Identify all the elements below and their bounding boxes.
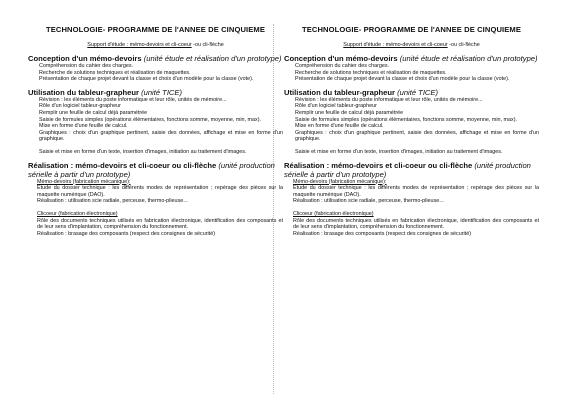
section-tableur — [28, 88, 283, 156]
heading-text: Réalisation : mémo-devoirs et cli-coeur ou cli-flèche — [284, 160, 473, 170]
section-line: Saisie de formules simples (opérations élémentaires, fonctions somme, moyenne, min, max). — [295, 116, 518, 123]
section-line: Étude du dossier technique : les différents modes de représentation ; repérage des pièces sur la maquette numérique (DAO). — [293, 185, 539, 198]
section-realisation — [28, 161, 283, 238]
section-tableur — [284, 88, 539, 156]
section-line: Réalisation : utilisation scie radiale, perceuse, thermo-plieuse... — [37, 198, 188, 205]
section-line: Compréhension du cahier des charges. — [295, 63, 390, 69]
section-line: Réalisation : utilisation scie radiale, perceuse, thermo-plieuse... — [293, 198, 444, 205]
heading-text: Conception d'un mémo-devoirs — [28, 54, 142, 63]
section-heading — [284, 54, 539, 63]
heading-note: (unité TICE) — [138, 87, 183, 97]
heading-text: Utilisation du tableur-grapheur — [28, 87, 139, 97]
heading-text: Réalisation : mémo-devoirs et cli-coeur ou cli-flèche — [28, 160, 217, 170]
section-heading — [28, 54, 283, 63]
section-line: Rôle des documents techniques utilisés en fabrication électronique, identification des composants et de leur sens d'implantation, compréhension du fonctionnement. — [37, 217, 283, 231]
section-line: Mise en forme d'une feuille de calcul. — [39, 123, 128, 130]
section-line: Rôle d'un logiciel tableur-grapheur — [39, 103, 121, 110]
section-line: Réalisation : brasage des composants (respect des consignes de sécurité) — [293, 230, 471, 237]
section-line: Saisie de formules simples (opérations élémentaires, fonctions somme, moyenne, min, max). — [39, 116, 262, 123]
section-line: Saisie et mise en forme d'un texte, insertion d'images, initiation au traitement d'images. — [295, 148, 503, 155]
section-line: Compréhension du cahier des charges. — [39, 63, 134, 69]
heading-note: (unité étude et réalisation d'un prototype) — [141, 54, 282, 63]
subsection-title: Mémo-devoirs (fabrication mécanique): — [37, 178, 131, 185]
right-column — [284, 25, 539, 237]
section-line: Saisie et mise en forme d'un texte, insertion d'images, initiation au traitement d'images. — [39, 148, 247, 155]
section-memo — [284, 54, 539, 83]
subsection-title: Clicoeur (fabrication électronique) — [293, 210, 374, 217]
heading-note: (unité TICE) — [394, 87, 439, 97]
subsection-title: Mémo-devoirs (fabrication mécanique): — [293, 178, 387, 185]
page-title: TECHNOLOGIE- PROGRAMME DE l'ANNEE DE CINQUIEME — [301, 25, 522, 34]
support-suffix: -ou cli-flèche — [447, 42, 480, 48]
heading-text: Conception d'un mémo-devoirs — [284, 54, 398, 63]
support-suffix: -ou cli-flèche — [191, 42, 224, 48]
section-heading — [284, 88, 539, 97]
support-label: Support d'étude : mémo-devoirs et cli-coeur — [343, 42, 448, 48]
support-label: Support d'étude : mémo-devoirs et cli-coeur — [87, 42, 192, 48]
section-line: Remplir une feuille de calcul déjà paramétrée — [39, 109, 148, 116]
section-heading — [28, 161, 283, 179]
heading-note: (unité étude et réalisation d'un prototype) — [397, 54, 538, 63]
page-title: TECHNOLOGIE- PROGRAMME DE l'ANNEE DE CINQUIEME — [45, 25, 266, 34]
section-line: Réalisation : brasage des composants (respect des consignes de sécurité) — [37, 230, 215, 237]
section-line: Recherche de solutions techniques et réalisation de maquettes. — [39, 69, 191, 76]
heading-note: (unité production sérielle à partir d'un prototype) — [284, 160, 531, 179]
section-line: Rôle d'un logiciel tableur-grapheur — [295, 103, 377, 110]
heading-text: Utilisation du tableur-grapheur — [284, 87, 395, 97]
section-line: Remplir une feuille de calcul déjà paramétrée — [295, 109, 404, 116]
section-line: Étude du dossier technique : les différents modes de représentation ; repérage des pièces sur la maquette numérique (DAO). — [37, 185, 283, 198]
section-line: Présentation de chaque projet devant la classe et choix d'un modèle pour la classe (vote). — [295, 76, 510, 83]
left-column — [28, 25, 283, 237]
section-line: Révision : les éléments du poste informatique et leur rôle, unités de mémoire... — [295, 96, 483, 103]
section-memo — [28, 54, 283, 83]
subsection-title: Clicoeur (fabrication électronique) — [37, 210, 118, 217]
section-line: Mise en forme d'une feuille de calcul. — [295, 123, 384, 130]
support-line — [28, 42, 283, 49]
section-line: Graphiques : choix d'un graphique pertinent, saisie des données, affichage et mise en forme d'un graphique. — [295, 129, 539, 143]
section-realisation — [284, 161, 539, 238]
heading-note: (unité production sérielle à partir d'un prototype) — [28, 160, 275, 179]
section-heading — [28, 88, 283, 97]
section-line: Recherche de solutions techniques et réalisation de maquettes. — [295, 69, 447, 76]
section-line: Révision : les éléments du poste informatique et leur rôle, unités de mémoire... — [39, 96, 227, 103]
section-line: Rôle des documents techniques utilisés en fabrication électronique, identification des composants et de leur sens d'implantation, compréhension du fonctionnement. — [293, 217, 539, 231]
section-line: Graphiques : choix d'un graphique pertinent, saisie des données, affichage et mise en forme d'un graphique. — [39, 129, 283, 143]
section-heading — [284, 161, 539, 179]
section-line: Présentation de chaque projet devant la classe et choix d'un modèle pour la classe (vote). — [39, 76, 254, 83]
support-line — [284, 42, 539, 49]
